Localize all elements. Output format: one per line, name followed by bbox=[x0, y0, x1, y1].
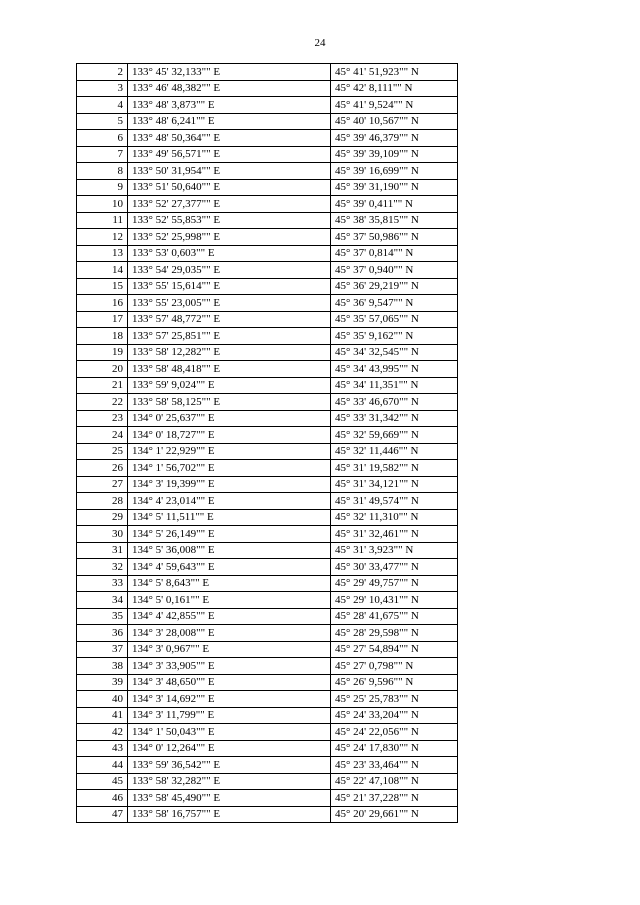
latitude-cell: 45° 34' 32,545"" N bbox=[331, 344, 458, 361]
table-row bbox=[77, 526, 458, 543]
point-number-cell: 39 bbox=[77, 674, 128, 691]
point-number-cell: 5 bbox=[77, 113, 128, 130]
latitude-cell: 45° 40' 10,567"" N bbox=[331, 113, 458, 130]
table-row bbox=[77, 542, 458, 559]
latitude-cell: 45° 31' 49,574"" N bbox=[331, 493, 458, 510]
table-row bbox=[77, 790, 458, 807]
longitude-cell: 133° 58' 45,490"" E bbox=[128, 790, 331, 807]
longitude-cell: 133° 48' 3,873"" E bbox=[128, 97, 331, 114]
latitude-cell: 45° 29' 49,757"" N bbox=[331, 575, 458, 592]
point-number-cell: 18 bbox=[77, 328, 128, 345]
table-row bbox=[77, 212, 458, 229]
table-row bbox=[77, 592, 458, 609]
longitude-cell: 134° 4' 23,014"" E bbox=[128, 493, 331, 510]
point-number-cell: 44 bbox=[77, 757, 128, 774]
longitude-cell: 134° 1' 22,929"" E bbox=[128, 443, 331, 460]
latitude-cell: 45° 28' 41,675"" N bbox=[331, 608, 458, 625]
point-number-cell: 34 bbox=[77, 592, 128, 609]
point-number-cell: 33 bbox=[77, 575, 128, 592]
point-number-cell: 29 bbox=[77, 509, 128, 526]
point-number-cell: 2 bbox=[77, 64, 128, 81]
latitude-cell: 45° 37' 50,986"" N bbox=[331, 229, 458, 246]
point-number-cell: 30 bbox=[77, 526, 128, 543]
latitude-cell: 45° 35' 57,065"" N bbox=[331, 311, 458, 328]
table-row bbox=[77, 113, 458, 130]
point-number-cell: 37 bbox=[77, 641, 128, 658]
latitude-cell: 45° 39' 46,379"" N bbox=[331, 130, 458, 147]
latitude-cell: 45° 41' 51,923"" N bbox=[331, 64, 458, 81]
latitude-cell: 45° 32' 59,669"" N bbox=[331, 427, 458, 444]
longitude-cell: 133° 50' 31,954"" E bbox=[128, 163, 331, 180]
table-row bbox=[77, 229, 458, 246]
coordinates-table bbox=[76, 63, 458, 823]
longitude-cell: 133° 55' 15,614"" E bbox=[128, 278, 331, 295]
table-row bbox=[77, 377, 458, 394]
latitude-cell: 45° 32' 11,310"" N bbox=[331, 509, 458, 526]
table-row bbox=[77, 443, 458, 460]
table-row bbox=[77, 427, 458, 444]
latitude-cell: 45° 35' 9,162"" N bbox=[331, 328, 458, 345]
point-number-cell: 21 bbox=[77, 377, 128, 394]
latitude-cell: 45° 36' 9,547"" N bbox=[331, 295, 458, 312]
latitude-cell: 45° 29' 10,431"" N bbox=[331, 592, 458, 609]
table-row bbox=[77, 773, 458, 790]
table-row bbox=[77, 163, 458, 180]
table-row bbox=[77, 97, 458, 114]
point-number-cell: 32 bbox=[77, 559, 128, 576]
longitude-cell: 134° 0' 18,727"" E bbox=[128, 427, 331, 444]
table-row bbox=[77, 575, 458, 592]
table-row bbox=[77, 806, 458, 823]
point-number-cell: 23 bbox=[77, 410, 128, 427]
latitude-cell: 45° 32' 11,446"" N bbox=[331, 443, 458, 460]
longitude-cell: 133° 58' 58,125"" E bbox=[128, 394, 331, 411]
latitude-cell: 45° 24' 33,204"" N bbox=[331, 707, 458, 724]
latitude-cell: 45° 34' 43,995"" N bbox=[331, 361, 458, 378]
point-number-cell: 45 bbox=[77, 773, 128, 790]
latitude-cell: 45° 31' 19,582"" N bbox=[331, 460, 458, 477]
table-row bbox=[77, 674, 458, 691]
point-number-cell: 35 bbox=[77, 608, 128, 625]
point-number-cell: 24 bbox=[77, 427, 128, 444]
table-row bbox=[77, 691, 458, 708]
longitude-cell: 134° 3' 0,967"" E bbox=[128, 641, 331, 658]
table-row bbox=[77, 394, 458, 411]
table-row bbox=[77, 262, 458, 279]
longitude-cell: 134° 5' 36,008"" E bbox=[128, 542, 331, 559]
table-row bbox=[77, 196, 458, 213]
latitude-cell: 45° 30' 33,477"" N bbox=[331, 559, 458, 576]
longitude-cell: 133° 52' 55,853"" E bbox=[128, 212, 331, 229]
point-number-cell: 47 bbox=[77, 806, 128, 823]
table-row bbox=[77, 625, 458, 642]
latitude-cell: 45° 31' 32,461"" N bbox=[331, 526, 458, 543]
longitude-cell: 134° 0' 12,264"" E bbox=[128, 740, 331, 757]
table-row bbox=[77, 80, 458, 97]
latitude-cell: 45° 37' 0,814"" N bbox=[331, 245, 458, 262]
table-row bbox=[77, 559, 458, 576]
longitude-cell: 133° 51' 50,640"" E bbox=[128, 179, 331, 196]
point-number-cell: 3 bbox=[77, 80, 128, 97]
point-number-cell: 6 bbox=[77, 130, 128, 147]
longitude-cell: 134° 5' 0,161"" E bbox=[128, 592, 331, 609]
latitude-cell: 45° 26' 9,596"" N bbox=[331, 674, 458, 691]
longitude-cell: 133° 59' 9,024"" E bbox=[128, 377, 331, 394]
point-number-cell: 15 bbox=[77, 278, 128, 295]
longitude-cell: 134° 3' 19,399"" E bbox=[128, 476, 331, 493]
longitude-cell: 134° 4' 59,643"" E bbox=[128, 559, 331, 576]
point-number-cell: 12 bbox=[77, 229, 128, 246]
point-number-cell: 28 bbox=[77, 493, 128, 510]
coordinates-table-body bbox=[77, 64, 458, 823]
longitude-cell: 133° 58' 16,757"" E bbox=[128, 806, 331, 823]
point-number-cell: 9 bbox=[77, 179, 128, 196]
table-row bbox=[77, 344, 458, 361]
latitude-cell: 45° 39' 0,411"" N bbox=[331, 196, 458, 213]
latitude-cell: 45° 24' 22,056"" N bbox=[331, 724, 458, 741]
latitude-cell: 45° 27' 54,894"" N bbox=[331, 641, 458, 658]
latitude-cell: 45° 28' 29,598"" N bbox=[331, 625, 458, 642]
longitude-cell: 134° 1' 50,043"" E bbox=[128, 724, 331, 741]
longitude-cell: 133° 54' 29,035"" E bbox=[128, 262, 331, 279]
latitude-cell: 45° 31' 34,121"" N bbox=[331, 476, 458, 493]
longitude-cell: 134° 4' 42,855"" E bbox=[128, 608, 331, 625]
point-number-cell: 7 bbox=[77, 146, 128, 163]
latitude-cell: 45° 42' 8,111"" N bbox=[331, 80, 458, 97]
longitude-cell: 133° 45' 32,133"" E bbox=[128, 64, 331, 81]
point-number-cell: 36 bbox=[77, 625, 128, 642]
latitude-cell: 45° 23' 33,464"" N bbox=[331, 757, 458, 774]
point-number-cell: 42 bbox=[77, 724, 128, 741]
longitude-cell: 134° 3' 28,008"" E bbox=[128, 625, 331, 642]
point-number-cell: 14 bbox=[77, 262, 128, 279]
point-number-cell: 27 bbox=[77, 476, 128, 493]
point-number-cell: 26 bbox=[77, 460, 128, 477]
longitude-cell: 133° 55' 23,005"" E bbox=[128, 295, 331, 312]
point-number-cell: 38 bbox=[77, 658, 128, 675]
latitude-cell: 45° 21' 37,228"" N bbox=[331, 790, 458, 807]
table-row bbox=[77, 278, 458, 295]
latitude-cell: 45° 36' 29,219"" N bbox=[331, 278, 458, 295]
longitude-cell: 134° 5' 8,643"" E bbox=[128, 575, 331, 592]
latitude-cell: 45° 24' 17,830"" N bbox=[331, 740, 458, 757]
longitude-cell: 134° 3' 48,650"" E bbox=[128, 674, 331, 691]
latitude-cell: 45° 39' 31,190"" N bbox=[331, 179, 458, 196]
latitude-cell: 45° 38' 35,815"" N bbox=[331, 212, 458, 229]
table-row bbox=[77, 146, 458, 163]
table-row bbox=[77, 757, 458, 774]
latitude-cell: 45° 31' 3,923"" N bbox=[331, 542, 458, 559]
point-number-cell: 4 bbox=[77, 97, 128, 114]
longitude-cell: 134° 1' 56,702"" E bbox=[128, 460, 331, 477]
longitude-cell: 133° 58' 12,282"" E bbox=[128, 344, 331, 361]
point-number-cell: 31 bbox=[77, 542, 128, 559]
table-row bbox=[77, 295, 458, 312]
latitude-cell: 45° 39' 16,699"" N bbox=[331, 163, 458, 180]
point-number-cell: 11 bbox=[77, 212, 128, 229]
point-number-cell: 10 bbox=[77, 196, 128, 213]
latitude-cell: 45° 33' 46,670"" N bbox=[331, 394, 458, 411]
longitude-cell: 134° 0' 25,637"" E bbox=[128, 410, 331, 427]
latitude-cell: 45° 20' 29,661"" N bbox=[331, 806, 458, 823]
page-number: 24 bbox=[314, 37, 326, 49]
longitude-cell: 133° 46' 48,382"" E bbox=[128, 80, 331, 97]
longitude-cell: 133° 52' 27,377"" E bbox=[128, 196, 331, 213]
point-number-cell: 43 bbox=[77, 740, 128, 757]
latitude-cell: 45° 41' 9,524"" N bbox=[331, 97, 458, 114]
latitude-cell: 45° 27' 0,798"" N bbox=[331, 658, 458, 675]
table-row bbox=[77, 64, 458, 81]
table-row bbox=[77, 476, 458, 493]
latitude-cell: 45° 33' 31,342"" N bbox=[331, 410, 458, 427]
table-row bbox=[77, 608, 458, 625]
point-number-cell: 16 bbox=[77, 295, 128, 312]
table-row bbox=[77, 311, 458, 328]
table-row bbox=[77, 179, 458, 196]
point-number-cell: 46 bbox=[77, 790, 128, 807]
point-number-cell: 17 bbox=[77, 311, 128, 328]
table-row bbox=[77, 724, 458, 741]
point-number-cell: 40 bbox=[77, 691, 128, 708]
latitude-cell: 45° 25' 25,783"" N bbox=[331, 691, 458, 708]
point-number-cell: 25 bbox=[77, 443, 128, 460]
longitude-cell: 133° 48' 50,364"" E bbox=[128, 130, 331, 147]
latitude-cell: 45° 22' 47,108"" N bbox=[331, 773, 458, 790]
table-row bbox=[77, 641, 458, 658]
table-row bbox=[77, 493, 458, 510]
longitude-cell: 133° 52' 25,998"" E bbox=[128, 229, 331, 246]
point-number-cell: 19 bbox=[77, 344, 128, 361]
table-row bbox=[77, 740, 458, 757]
longitude-cell: 134° 3' 11,799"" E bbox=[128, 707, 331, 724]
point-number-cell: 13 bbox=[77, 245, 128, 262]
table-row bbox=[77, 509, 458, 526]
longitude-cell: 134° 5' 26,149"" E bbox=[128, 526, 331, 543]
longitude-cell: 133° 49' 56,571"" E bbox=[128, 146, 331, 163]
table-row bbox=[77, 460, 458, 477]
point-number-cell: 20 bbox=[77, 361, 128, 378]
longitude-cell: 133° 57' 25,851"" E bbox=[128, 328, 331, 345]
longitude-cell: 133° 59' 36,542"" E bbox=[128, 757, 331, 774]
longitude-cell: 133° 58' 32,282"" E bbox=[128, 773, 331, 790]
latitude-cell: 45° 37' 0,940"" N bbox=[331, 262, 458, 279]
point-number-cell: 8 bbox=[77, 163, 128, 180]
latitude-cell: 45° 34' 11,351"" N bbox=[331, 377, 458, 394]
point-number-cell: 22 bbox=[77, 394, 128, 411]
latitude-cell: 45° 39' 39,109"" N bbox=[331, 146, 458, 163]
table-row bbox=[77, 361, 458, 378]
longitude-cell: 133° 48' 6,241"" E bbox=[128, 113, 331, 130]
table-row bbox=[77, 130, 458, 147]
table-row bbox=[77, 707, 458, 724]
table-row bbox=[77, 410, 458, 427]
table-row bbox=[77, 245, 458, 262]
longitude-cell: 133° 57' 48,772"" E bbox=[128, 311, 331, 328]
longitude-cell: 134° 3' 33,905"" E bbox=[128, 658, 331, 675]
point-number-cell: 41 bbox=[77, 707, 128, 724]
longitude-cell: 134° 5' 11,511"" E bbox=[128, 509, 331, 526]
table-row bbox=[77, 658, 458, 675]
longitude-cell: 133° 58' 48,418"" E bbox=[128, 361, 331, 378]
longitude-cell: 133° 53' 0,603"" E bbox=[128, 245, 331, 262]
table-row bbox=[77, 328, 458, 345]
longitude-cell: 134° 3' 14,692"" E bbox=[128, 691, 331, 708]
